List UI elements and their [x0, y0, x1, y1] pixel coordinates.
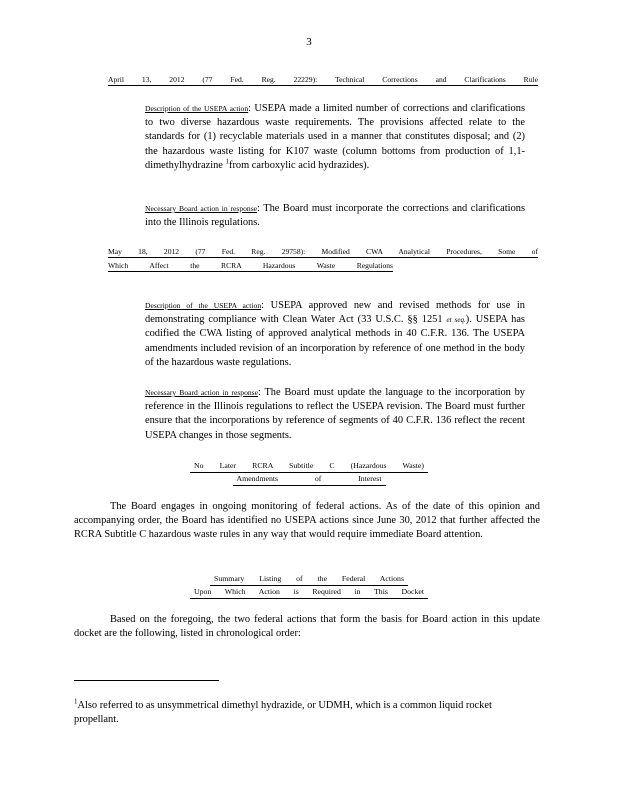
section-heading-1-line1: No Later RCRA Subtitle C (Hazardous Waste): [190, 460, 428, 473]
item1-description-label: Description of the USEPA action: [145, 104, 249, 113]
footnote-mark: 1: [74, 697, 78, 706]
footnote: [74, 699, 524, 727]
section-heading-no-later-amendments: [0, 460, 618, 486]
item2-description-text-a: : USEPA approved new and revised methods for use in demonstrating compliance with Clean Water Act (33 U.S.C. §§ 1251: [145, 300, 526, 326]
item2-heading-line2: Which Affect the RCRA Hazardous Waste Regulations: [108, 261, 393, 270]
item1-description-text-end: from carboxylic acid hydrazides).: [229, 159, 370, 171]
item2-heading-rule: [108, 257, 538, 258]
monitoring-paragraph: The Board engages in ongoing monitoring of federal actions. As of the date of this opinion and accompanying order, the Board has identified no USEPA actions since June 30, 2012 that further affected the RCRA Subtitle C hazardous waste rules in any way that would require immediate Board attention.: [74, 501, 540, 541]
item2-et-seq: et seq.: [446, 316, 466, 325]
basis-paragraph: Based on the foregoing, the two federal actions that form the basis for Board action in this update docket are the following, listed in chronological order:: [74, 614, 540, 640]
item2-action: [145, 386, 525, 443]
item2-action-label: Necessary Board action in response: [145, 388, 258, 397]
item1-description-text: : USEPA made a limited number of corrections and clarifications to two diverse hazardous waste requirements. The provisions affected relate to the standards for (1) recyclable materials used in a manner that constitutes disposal; and (2) the hazardous waste listing for K107 waste (column bottoms from production of 1,1-dimethylhydrazine: [145, 103, 525, 171]
footnote-separator: [74, 680, 219, 681]
item1-action-label: Necessary Board action in response: [145, 204, 258, 213]
item2-description-label: Description of the USEPA action: [145, 301, 262, 310]
item2-action-text: : The Board must update the language to the incorporation by reference in the Illinois regulations to reflect the USEPA revision. The Board must further ensure that the incorporations by reference of segments of 40 C.F.R. 136 reflect the recent USEPA changes in those segments.: [145, 387, 525, 441]
section-heading-2-line1: Summary Listing of the Federal Actions: [210, 573, 408, 586]
item2-description: [145, 299, 525, 370]
item2-heading-line1: May 18, 2012 (77 Fed. Reg. 29758): Modified CWA Analytical Procedures, Some of: [108, 247, 538, 256]
section-heading-2-line2: Upon Which Action is Required in This Docket: [190, 586, 428, 599]
item1-description: [145, 102, 525, 173]
section-heading-1-line2: Amendments of Interest: [233, 473, 386, 486]
item2-description-text-b: ). USEPA has codified the CWA listing of approved analytical methods in 40 C.F.R. 136. The USEPA amendments included revision of an incorporation by reference of one method in the body of the hazardous waste regulations.: [145, 314, 525, 368]
section-heading-summary-listing: [0, 573, 618, 599]
item1-action: [145, 202, 525, 230]
footnote-text: Also referred to as unsymmetrical dimethyl hydrazide, or UDMH, which is a common liquid rocket propellant.: [74, 700, 492, 725]
item1-heading: April 13, 2012 (77 Fed. Reg. 22229): Technical Corrections and Clarifications Rule: [108, 75, 538, 84]
item1-action-text: : The Board must incorporate the corrections and clarifications into the Illinois regulations.: [145, 203, 525, 229]
footnote-reference: 1: [225, 157, 230, 166]
page-number: 3: [306, 36, 312, 48]
